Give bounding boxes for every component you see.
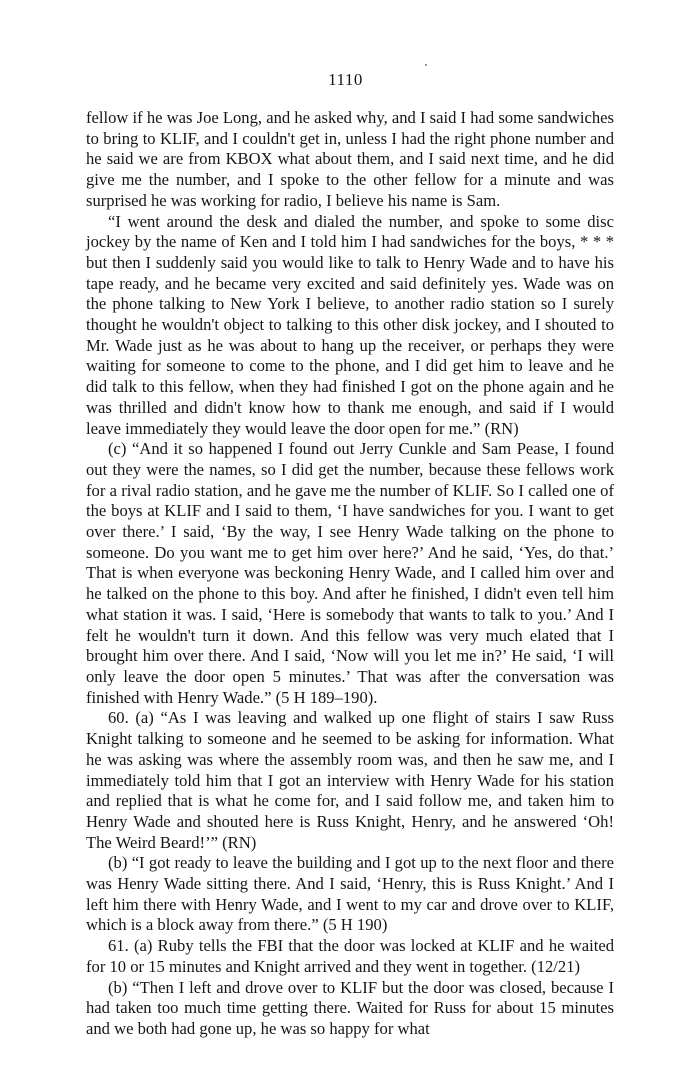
paragraph-item-c: (c) “And it so happened I found out Jerry Cunkle and Sam Pease, I found out they were the names, so I did get the number, because these fellows work for a rival radio station, and he gave me the number of KLIF. So I called one of the boys at KLIF and I said to them, ‘I have sandwiches for you. I want to get over there.’ I said, ‘By the way, I see Henry Wade talking on the phone to someone. Do you want me to get him over here?’ And he said, ‘Yes, do that.’ That is when everyone was beckoning Henry Wade, and I called him over and he talked on the phone to this boy. And after he finished, I didn't even tell him what station it was. I said, ‘Here is somebody that wants to talk to you.’ And I felt he wouldn't turn it down. And this fellow was very much elated that I brought him over there. And I said, ‘Now will you let me in?’ He said, ‘I will only leave the door open 5 minutes.’ That was after the conversation was finished with Henry Wade.” (5 H 189–190). xyxy=(86,439,614,707)
paragraph-item-60b: (b) “I got ready to leave the building and I got up to the next floor and there was Henry Wade sitting there. And I said, ‘Henry, this is Russ Knight.’ And I left him there with Henry Wade, and I went to my car and drove over to KLIF, which is a block away from there.” (5 H 190) xyxy=(86,853,614,935)
paragraph-item-61a: 61. (a) Ruby tells the FBI that the door was locked at KLIF and he waited for 10 or 15 minutes and Knight arrived and they went in together. (12/21) xyxy=(86,936,614,976)
page-number: 1110 xyxy=(328,70,363,89)
scan-speck xyxy=(425,64,427,66)
paragraph-continuation: fellow if he was Joe Long, and he asked why, and I said I had some sandwiches to bring to KLIF, and I couldn't get in, unless I had the right phone number and he said we are from KBOX what about them, and I said next time, and he did give me the number, and I spoke to the other fellow for a minute and was surprised he was working for radio, I believe his name is Sam. xyxy=(86,108,614,210)
paragraph-item-61b: (b) “Then I left and drove over to KLIF but the door was closed, because I had taken too much time getting there. Waited for Russ for about 15 minutes and we both had gone up, he was so happy for what xyxy=(86,977,614,1038)
body-text xyxy=(86,108,614,1040)
paragraph-quote-desk-call: “I went around the desk and dialed the number, and spoke to some disc jockey by the name of Ken and I told him I had sandwiches for the boys, * * * but then I suddenly said you would like to talk to Henry Wade and to have his tape ready, and he became very excited and said definitely yes. Wade was on the phone talking to New York I believe, to another radio station so I surely thought he wouldn't object to talking to this other disk jockey, and I shouted to Mr. Wade just as he was about to hang up the receiver, or perhaps they were waiting for someone to come to the phone, and I did get him to leave and he did talk to this fellow, when they had finished I got on the phone again and he was thrilled and didn't know how to thank me enough, and said if I would leave immediately they would leave the door open for me.” (RN) xyxy=(86,211,614,438)
paragraph-item-60a: 60. (a) “As I was leaving and walked up one flight of stairs I saw Russ Knight talking to someone and he seemed to be asking for information. What he was asking was where the assembly room was, and then he saw me, and I immediately told him that I got an interview with Henry Wade for his station and replied that is what he come for, and I said follow me, and taken him to Henry Wade and shouted here is Russ Knight, Henry, and he answered ‘Oh! The Weird Beard!’” (RN) xyxy=(86,708,614,852)
